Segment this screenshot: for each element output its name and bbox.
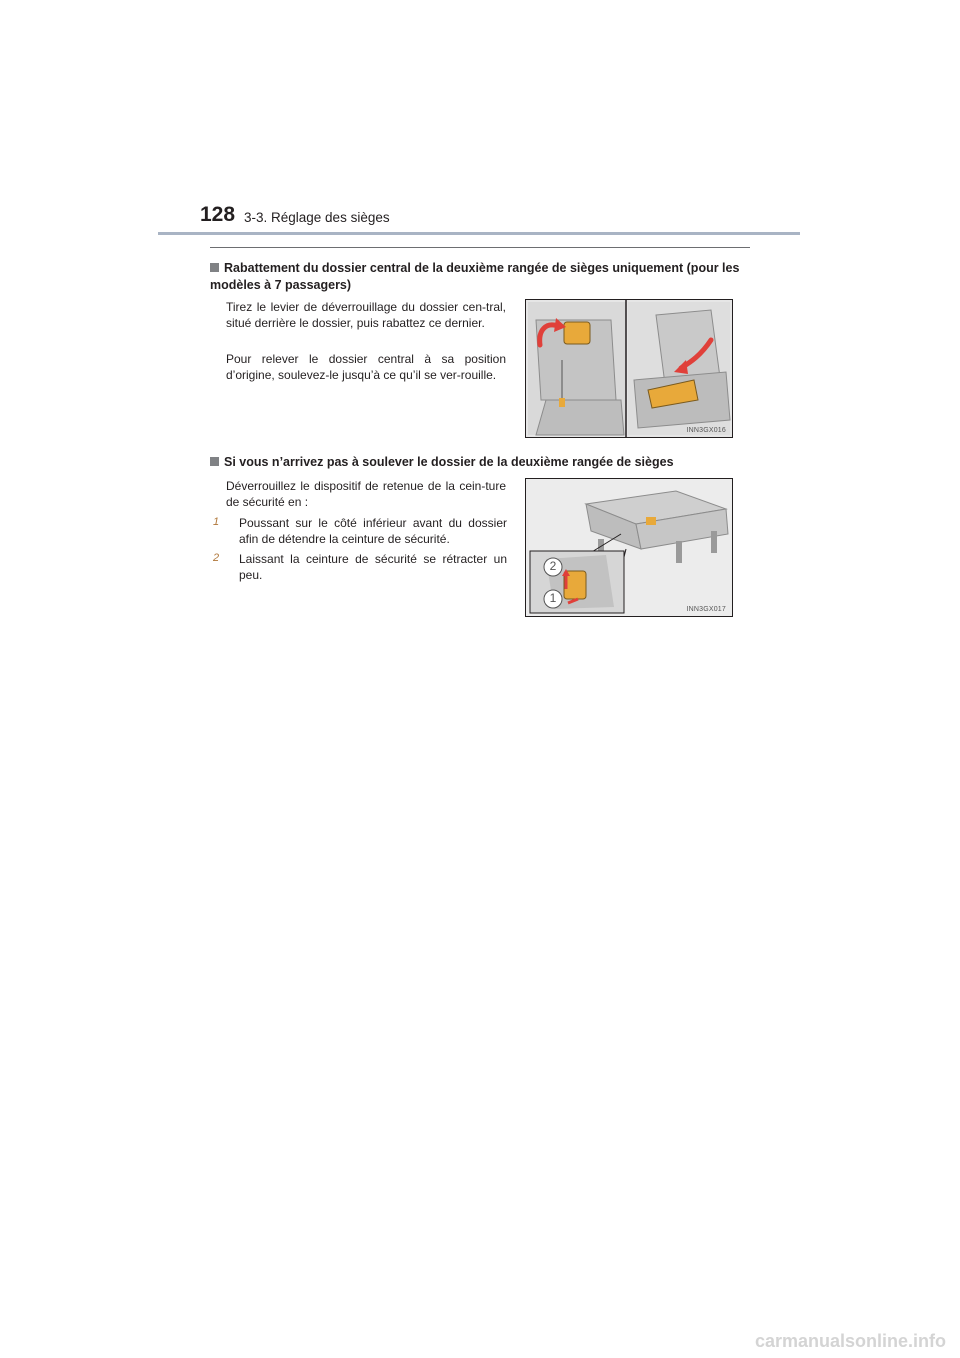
step-text-2: Laissant la ceinture de sécurité se rétracter un peu. — [239, 552, 507, 582]
intro-paragraph: Déverrouillez le dispositif de retenue de la cein-ture de sécurité en : — [226, 479, 506, 509]
heading-text: Si vous n’arrivez pas à soulever le dossier de la deuxième rangée de sièges — [224, 455, 674, 469]
section-heading-raise-backrest — [210, 454, 755, 471]
instruction-paragraph: Pour relever le dossier central à sa position d’origine, soulevez-le jusqu’à ce qu’il se ver-rouille. — [226, 352, 506, 382]
figure-code: INN3GX016 — [686, 427, 726, 434]
figure-seatbelt-release — [525, 478, 733, 617]
step-number-1: 1 — [213, 516, 220, 528]
section-rule — [210, 247, 750, 248]
square-bullet-icon — [210, 263, 219, 272]
header-rule — [158, 232, 800, 235]
step-text-1: Poussant sur le côté inférieur avant du dossier afin de détendre la ceinture de sécurité. — [239, 516, 507, 546]
seat-fold-illustration — [526, 300, 732, 437]
watermark: carmanualsonline.info — [754, 1331, 946, 1351]
step-number-2: 2 — [213, 552, 220, 564]
figure-seat-fold — [525, 299, 733, 438]
figure-code: INN3GX017 — [686, 606, 726, 613]
chapter-title: 3-3. Réglage des sièges — [244, 210, 390, 225]
page-number: 128 — [200, 203, 236, 226]
callout-1: 1 — [549, 591, 557, 605]
heading-text: Rabattement du dossier central de la deuxième rangée de sièges uniquement (pour les modèles à 7 passagers) — [210, 261, 740, 292]
section-heading-backrest-fold — [210, 260, 755, 294]
square-bullet-icon — [210, 457, 219, 466]
instruction-paragraph: Tirez le levier de déverrouillage du dossier cen-tral, situé derrière le dossier, puis rabattez ce dernier. — [226, 300, 506, 330]
callout-2: 2 — [549, 559, 557, 573]
